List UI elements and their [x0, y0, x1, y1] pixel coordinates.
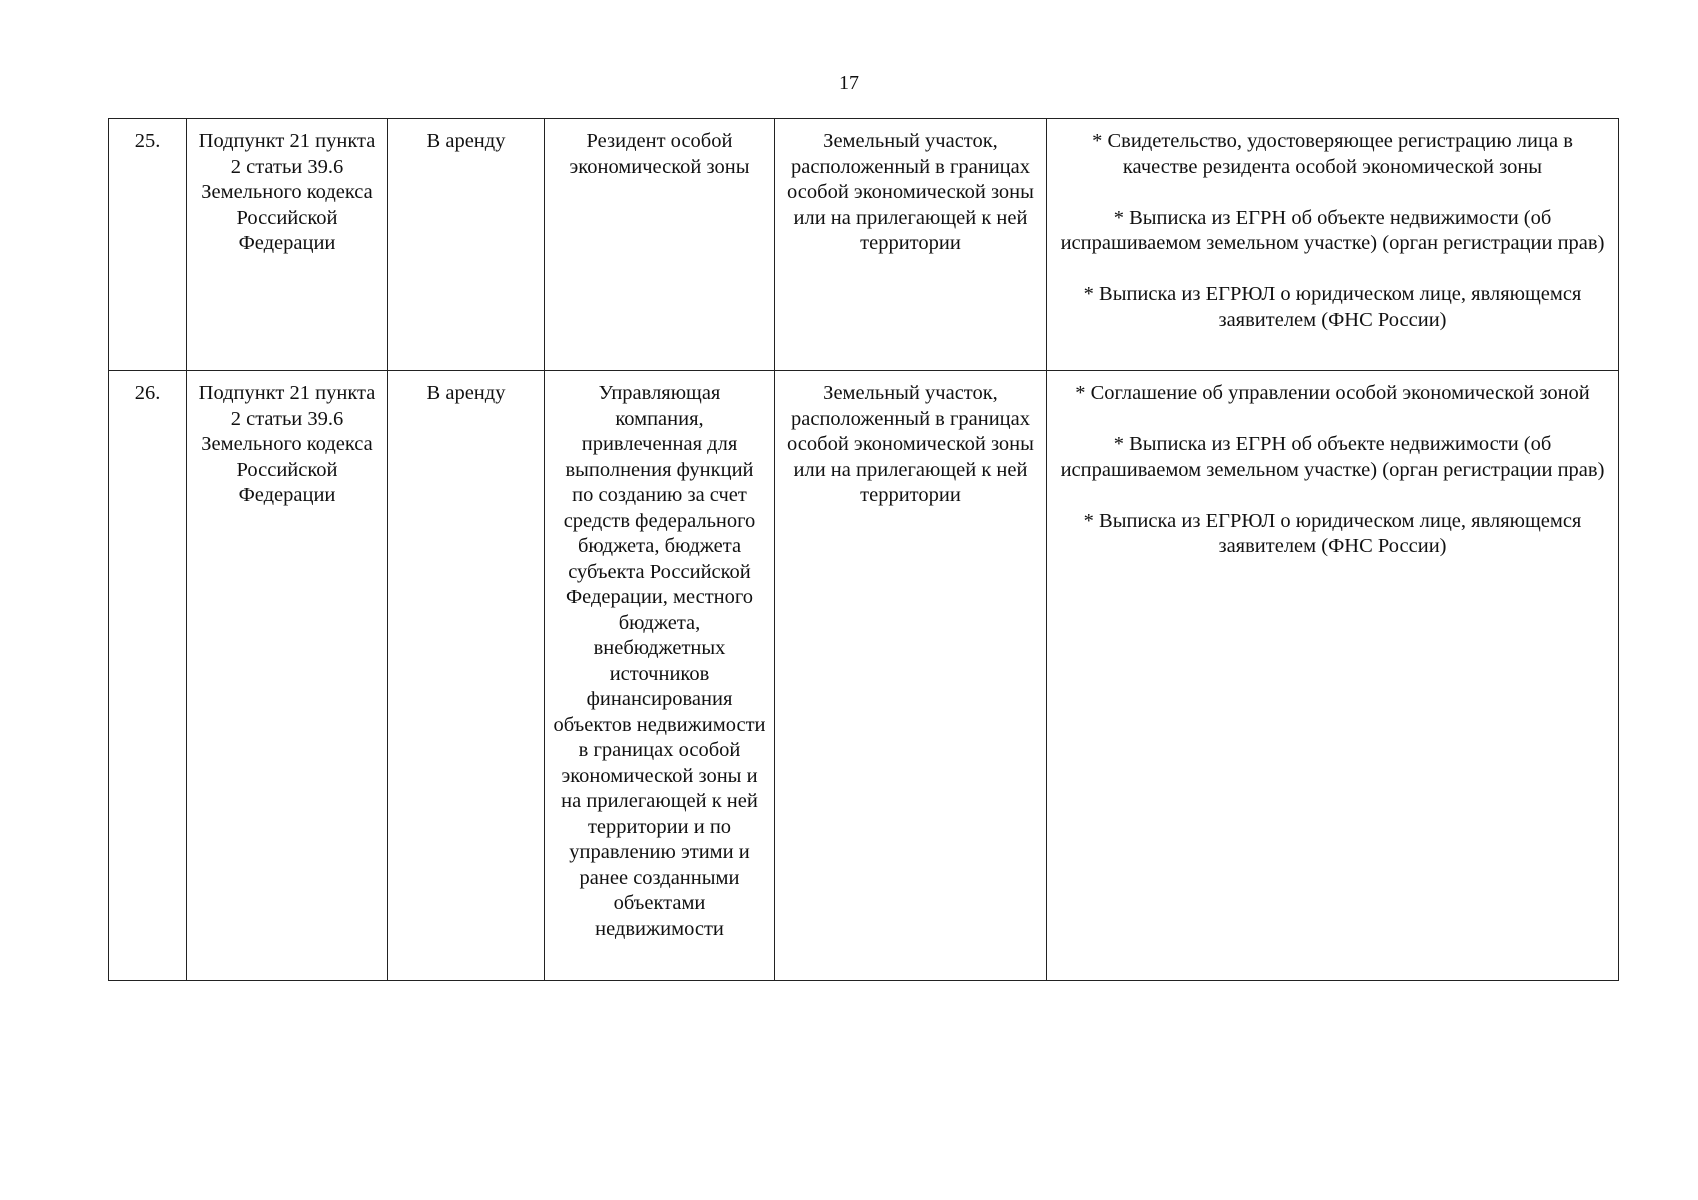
document-item: * Выписка из ЕГРЮЛ о юридическом лице, являющемся заявителем (ФНС России) [1083, 283, 1582, 331]
grant-type-cell: В аренду [388, 371, 545, 981]
document-item: * Выписка из ЕГРН об объекте недвижимости (об испрашиваемом земельном участке) (орган регистрации прав) [1060, 206, 1605, 254]
row-number-cell: 26. [109, 371, 187, 981]
document-item: * Выписка из ЕГРН об объекте недвижимости (об испрашиваемом земельном участке) (орган регистрации прав) [1060, 433, 1605, 481]
table-row [109, 119, 1619, 371]
document-item: * Выписка из ЕГРЮЛ о юридическом лице, являющемся заявителем (ФНС России) [1083, 509, 1582, 557]
land-plot-cell: Земельный участок, расположенный в границах особой экономической зоны или на прилегающей к ней территории [775, 371, 1047, 981]
page-number: 17 [839, 72, 859, 94]
documents-cell [1047, 119, 1619, 371]
grant-type-cell: В аренду [388, 119, 545, 371]
applicant-cell: Резидент особой экономической зоны [545, 119, 775, 371]
land-plot-cell: Земельный участок, расположенный в границах особой экономической зоны или на прилегающей к ней территории [775, 119, 1047, 371]
table-row [109, 371, 1619, 981]
documents-cell [1047, 371, 1619, 981]
document-item: * Свидетельство, удостоверяющее регистрацию лица в качестве резидента особой экономической зоны [1092, 130, 1573, 178]
legal-basis-cell: Подпункт 21 пункта 2 статьи 39.6 Земельного кодекса Российской Федерации [187, 119, 388, 371]
applicant-cell: Управляющая компания, привлеченная для выполнения функций по созданию за счет средств федерального бюджета, бюджета субъекта Российской Федерации, местного бюджета, внебюджетных источников финансирования объектов недвижимости в границах особой экономической зоны и на прилегающей к ней территории и по управлению этими и ранее созданными объектами недвижимости [545, 371, 775, 981]
document-table [108, 118, 1619, 981]
legal-basis-cell: Подпункт 21 пункта 2 статьи 39.6 Земельного кодекса Российской Федерации [187, 371, 388, 981]
row-number-cell: 25. [109, 119, 187, 371]
document-item: * Соглашение об управлении особой экономической зоной [1075, 382, 1590, 404]
